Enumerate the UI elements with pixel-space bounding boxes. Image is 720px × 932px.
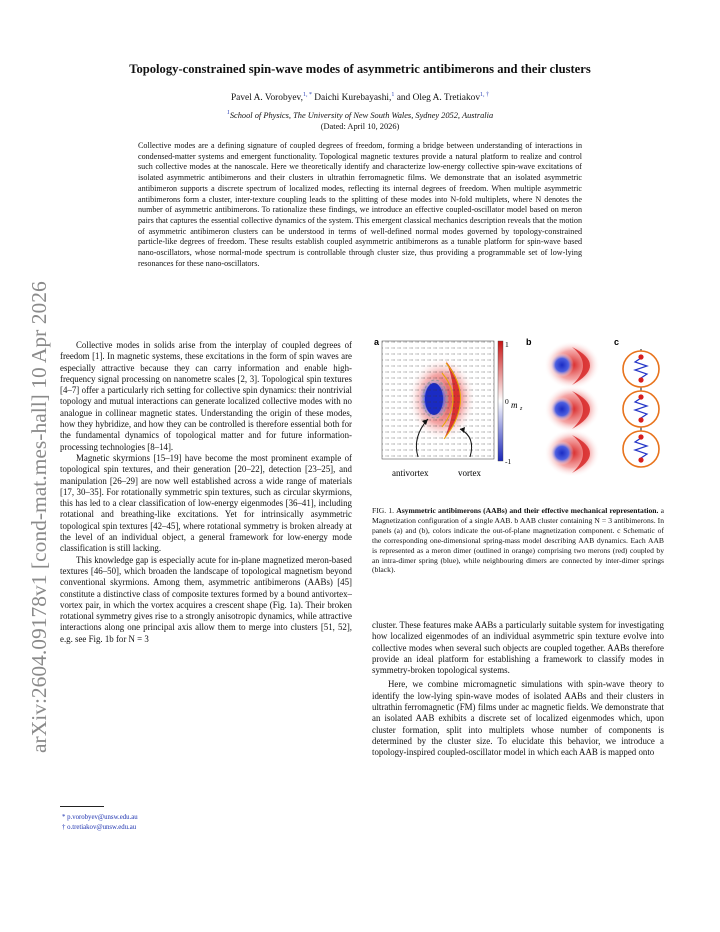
caption-text: a Magnetization configuration of a single AAB. b AAB cluster containing N = 3 antibimerons. In panels (a) and (b), colors indicate the out-of-plane magnetization component. c Schematic of the corresponding one-dimensional spring-mass model describing AAB dynamics. Each AAB is represented as a meron dimer (outlined in orange) comprising two merons (red) coupled by an intra-dimer spring (blue), while neighbouring dimers are connected by inter-dimer springs (black). <box>372 506 664 575</box>
footnote-email-tretiakov[interactable]: † o.tretiakov@unsw.edu.au <box>62 824 137 831</box>
author-list <box>60 92 660 103</box>
figure-1-graphic <box>372 333 664 483</box>
figure-1 <box>372 333 664 483</box>
author-3: and Oleg A. Tretiakov <box>394 93 481 104</box>
panel-c-spring-model <box>623 349 659 467</box>
caption-prefix: FIG. 1. <box>372 506 397 515</box>
paragraph-here-we-combine: Here, we combine micromagnetic simulations with spin-wave theory to identify the low-lying spin-wave modes of isolated AABs and their clusters in ultrathin ferromagnetic (FM) films under ac magnetic fields. We demonstrate that an isolated AAB exhibits a discrete set of localized eigenmodes which, upon cluster formation, split into multiplets whose number of components is determined by the cluster size. To elucidate this behavior, we introduce a topology-inspired coupled-oscillator model in which each AAB is mapped onto <box>372 679 664 758</box>
colorbar-mid-label: 0 <box>505 397 509 406</box>
body-left-column <box>60 340 352 645</box>
body-right-column <box>372 620 664 759</box>
panel-a-magnetization-map <box>382 341 494 459</box>
author-1-sup[interactable]: 1, * <box>302 92 312 98</box>
affiliation-sup: 1 <box>226 110 230 116</box>
colorbar-bottom-label: -1 <box>505 457 512 466</box>
colorbar-axis-label: m <box>511 400 518 410</box>
panel-b-cluster-map <box>544 341 600 477</box>
author-1[interactable]: Pavel A. Vorobyev, <box>230 93 303 104</box>
paragraph-skyrmions: Magnetic skyrmions [15–19] have become the most prominent example of topological spin textures, and their generation [20–22], detection [23–25], and manipulation [26–29] are now well established across a wide range of materials [17, 30–35]. For rotationally symmetric spin textures, such as circular skyrmions, this has led to a clear classification of low-energy eigenmodes [36–41], including rotational and breathing-like excitations. Yet for intrinsically asymmetric topological spin textures [42–45], where rotational symmetry is broken already at the level of an individual object, a general framework for low-energy mode classification is still lacking. <box>60 452 352 554</box>
vortex-label: vortex <box>458 468 481 478</box>
figure-1-caption <box>372 506 664 575</box>
colorbar <box>498 340 523 466</box>
footnotes <box>62 813 302 833</box>
paragraph-cluster: cluster. These features make AABs a particularly suitable system for investigating how localized eigenmodes of an individual asymmetric spin texture evolve into collective modes when several such objects are coupled together. AABs therefore provide an ideal platform for establishing a framework to classify modes in symmetry-broken topological systems. <box>372 620 664 676</box>
arxiv-stamp-text: arXiv:2604.09178v1 [cond-mat.mes-hall] 10 Apr 2026 <box>27 281 51 753</box>
footnote-rule <box>60 806 104 807</box>
arxiv-stamp <box>14 218 58 758</box>
affiliation <box>60 110 660 120</box>
author-2-sup[interactable]: 1 <box>391 92 395 98</box>
paragraph-intro: Collective modes in solids arise from the interplay of coupled degrees of freedom [1]. In magnetic systems, these excitations in the form of spin waves are especially attractive because they can carry information and enable high-frequency signal processing on nanometre scales [2, 3]. Topological spin textures [4–7] offer a particularly rich setting for collective spin dynamics: their nontrivial topology and mutual interactions can generate localized collective modes with no analogue in collinear magnetic states. Understanding the origin of these modes, how they hybridize, and how they can be controlled is therefore essential both for the fundamental dynamics of topological matter and for future information-processing technologies [8–14]. <box>60 340 352 452</box>
caption-bold: Asymmetric antibimerons (AABs) and their effective mechanical representation. <box>396 506 659 515</box>
panel-b-label: b <box>526 337 532 347</box>
paper-title: Topology-constrained spin-wave modes of asymmetric antibimerons and their clusters <box>129 62 591 76</box>
colorbar-axis-sub: z <box>520 406 523 412</box>
affiliation-text: School of Physics, The University of New South Wales, Sydney 2052, Australia <box>229 110 494 120</box>
panel-c-label: c <box>614 337 620 347</box>
panel-a-label: a <box>374 337 380 347</box>
author-2: Daichi Kurebayashi, <box>311 93 392 104</box>
footnote-email-vorobyev[interactable]: * p.vorobyev@unsw.edu.au <box>62 814 138 821</box>
antivortex-label: antivortex <box>392 468 429 478</box>
paragraph-knowledge-gap: This knowledge gap is especially acute for in-plane magnetized meron-based textures [46–50], which broaden the landscape of topological magnetism beyond conventional skyrmions. Among them, asymmetric antibimerons (AABs) [45] constitute a distinctive class of composite textures formed by a bound antivortex–vortex pair, in which the vortex acquires a crescent shape (Fig. 1a). Their broken rotational symmetry gives rise to a strongly anisotropic dynamics, while attractive interactions along one principal axis allow them to merge into clusters [51, 52], e.g. see Fig. 1b for N = 3 <box>60 554 352 644</box>
colorbar-top-label: 1 <box>505 340 509 349</box>
author-3-sup[interactable]: 1, † <box>480 92 490 98</box>
date-line: (Dated: April 10, 2026) <box>320 122 400 131</box>
abstract: Collective modes are a defining signature of coupled degrees of freedom, forming a bridge between understanding of interactions in condensed-matter systems and emergent functionality. Topological magnetic textures provide a natural platform to realize and control such collective modes at the nanoscale. Here we theoretically identify and characterize low-energy collective spin-wave excitations of isolated asymmetric antibimerons and their clusters in ultrathin ferromagnetic films. We demonstrate that an isolated asymmetric antibimeron supports a discrete spectrum of localized modes, reflecting its internal degrees of freedom. When multiple asymmetric antibimerons form a cluster, inter-texture coupling leads to the splitting of these modes into N-fold multiplets, where N denotes the number of asymmetric antibimerons. To rationalize these findings, we introduce an effective coupled-oscillator model based on meron pairs that captures the essential collective dynamics of the system. This emergent classical mechanics description reveals that the motion of asymmetric antibimeron clusters can be understood in terms of well-defined normal modes governed by topology-constrained particle-like degrees of freedom. These results establish coupled asymmetric antibimerons as a tunable platform for spin-wave based nano-oscillators, whose normal-mode spectrum is controllable through cluster size, thus providing a programmable set of low-lying resonances for these nano-oscillators. <box>138 141 582 268</box>
